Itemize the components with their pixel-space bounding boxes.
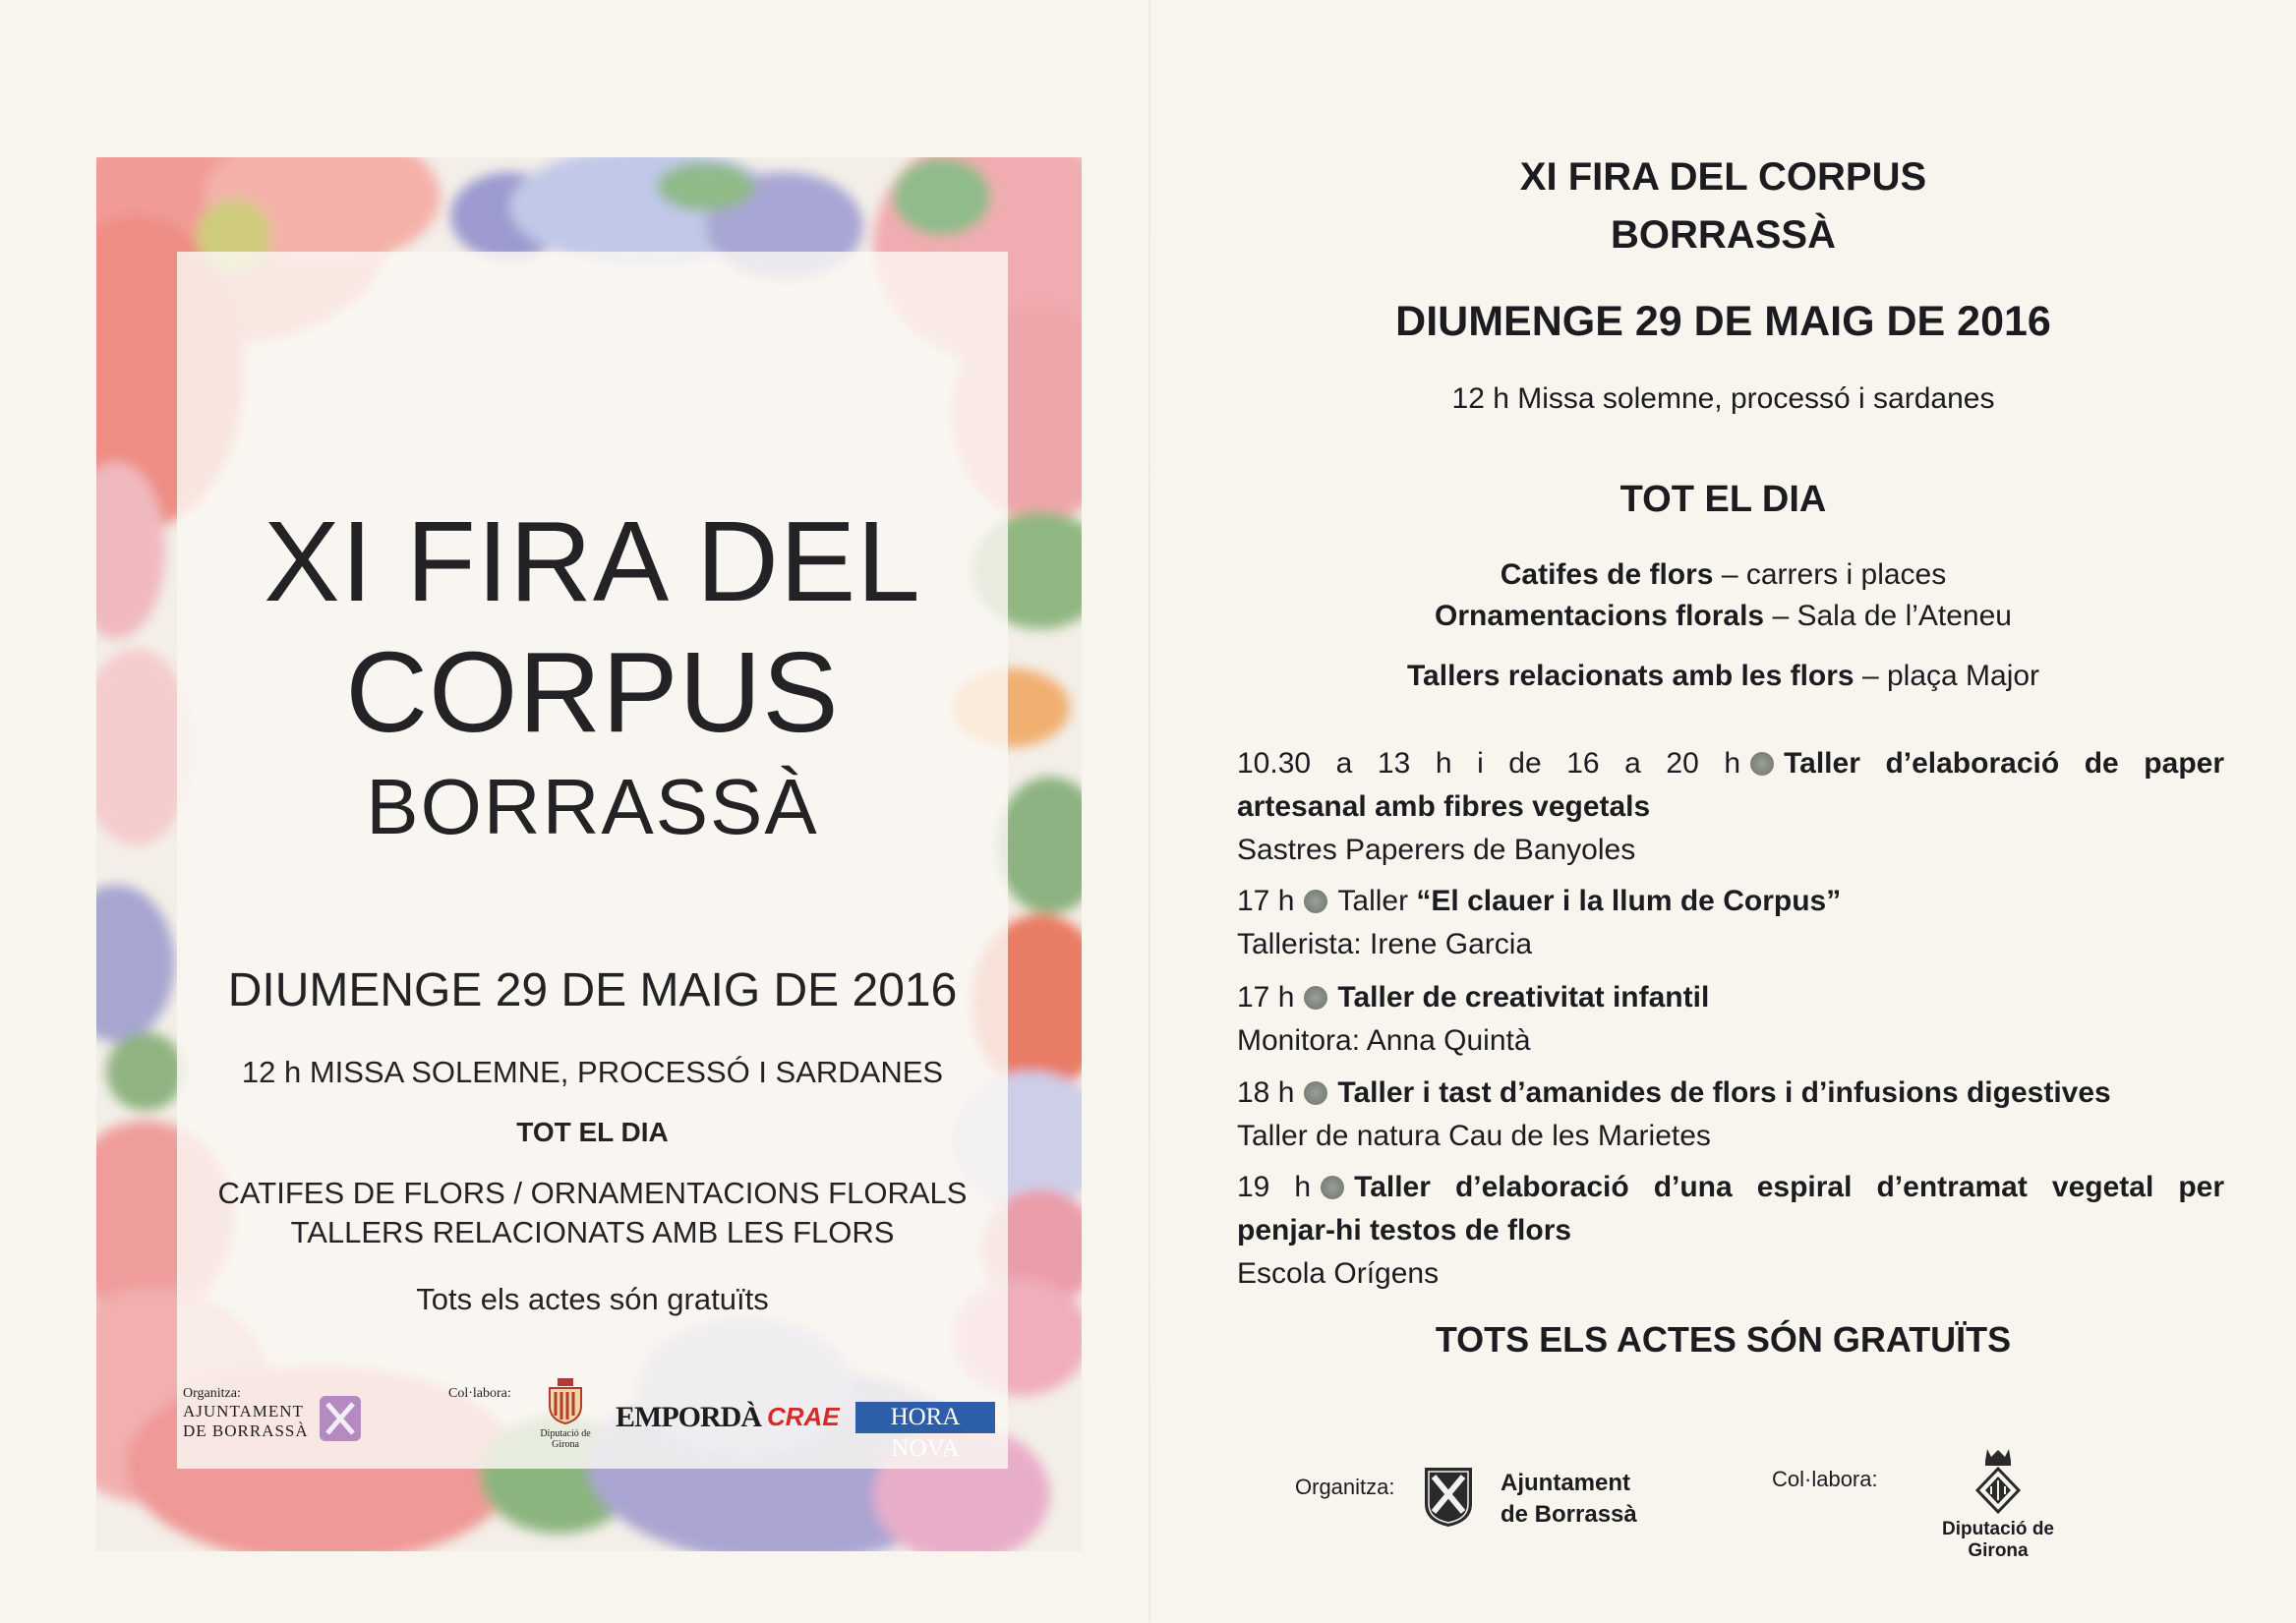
program-ornamentacions xyxy=(1150,600,2296,633)
bullet-icon xyxy=(1321,1176,1344,1199)
poster-title-line1: XI FIRA DEL xyxy=(264,497,921,625)
poster-title-line3: BORRASSÀ xyxy=(366,763,819,850)
poster-panel xyxy=(177,252,1008,1469)
event-line xyxy=(1237,1072,2224,1115)
event-title: Taller de creativitat infantil xyxy=(1337,981,1710,1014)
event-line xyxy=(1237,976,2224,1019)
event-title: “El clauer i la llum de Corpus” xyxy=(1416,885,1842,917)
poster-organitza xyxy=(183,1386,309,1441)
event-title-cont: penjar-hi testos de flors xyxy=(1237,1214,1572,1246)
event-pre: Taller xyxy=(1337,885,1417,917)
event-line xyxy=(1237,1166,2224,1209)
bullet-icon xyxy=(1304,890,1327,913)
event-time: 18 h xyxy=(1237,1076,1295,1109)
event-item xyxy=(1237,742,2224,872)
poster-organitza-name2: DE BORRASSÀ xyxy=(183,1421,309,1440)
bullet-icon xyxy=(1304,1081,1327,1105)
program-ajuntament xyxy=(1501,1468,1637,1531)
event-title: Taller i tast d’amanides de flors i d’infusions digestives xyxy=(1337,1076,2111,1109)
program-catifes xyxy=(1150,558,2296,592)
poster-line-tot-el-dia: TOT EL DIA xyxy=(516,1117,669,1147)
program-date: DIUMENGE 29 DE MAIG DE 2016 xyxy=(1395,298,2051,345)
program-organitza-label: Organitza: xyxy=(1295,1475,1395,1499)
event-detail: Sastres Paperers de Banyoles xyxy=(1237,834,1636,866)
event-detail: Tallerista: Irene Garcia xyxy=(1237,928,1533,960)
tallers-bold: Tallers relacionats amb les flors xyxy=(1406,660,1854,692)
event-line xyxy=(1237,880,2224,923)
tallers-rest: – plaça Major xyxy=(1854,660,2040,692)
program-gratuits: TOTS ELS ACTES SÓN GRATUÏTS xyxy=(1435,1319,2012,1360)
diputacio-crown-shield-icon xyxy=(1973,1447,2023,1516)
program-diputacio: Diputació de Girona xyxy=(1941,1519,2054,1561)
borrassa-logo-icon xyxy=(318,1394,363,1445)
event-detail: Taller de natura Cau de les Marietes xyxy=(1237,1120,1711,1152)
program-missa: 12 h Missa solemne, processó i sardanes xyxy=(1451,382,1995,415)
poster-line-gratuits: Tots els actes són gratuïts xyxy=(416,1282,769,1316)
event-time: 17 h xyxy=(1237,981,1295,1014)
ornament-bold: Ornamentacions florals xyxy=(1435,600,1765,632)
ajuntament-line2: de Borrassà xyxy=(1501,1501,1637,1528)
event-detail: Escola Orígens xyxy=(1237,1257,1440,1290)
program-collabora-label: Col·labora: xyxy=(1772,1467,1878,1491)
poster-collabora-label: Col·labora: xyxy=(448,1386,511,1401)
event-title: Taller d’elaboració de paper xyxy=(1784,747,2224,780)
ajuntament-line1: Ajuntament xyxy=(1501,1470,1630,1496)
ornament-rest: – Sala de l’Ateneu xyxy=(1764,600,2012,632)
event-line xyxy=(1237,742,2224,785)
poster-organitza-name1: AJUNTAMENT xyxy=(183,1402,304,1420)
poster-title-line2: CORPUS xyxy=(345,628,840,756)
program-tot-el-dia: TOT EL DIA xyxy=(1619,479,1827,520)
event-title: Taller d’elaboració d’una espiral d’entramat vegetal per xyxy=(1354,1171,2225,1203)
sponsor-hora-nova: HORA NOVA xyxy=(855,1402,995,1433)
bullet-icon xyxy=(1750,752,1774,776)
borrassa-shield-icon xyxy=(1422,1465,1475,1530)
event-time: 19 h xyxy=(1237,1171,1312,1203)
event-item xyxy=(1237,1166,2224,1296)
event-item xyxy=(1237,880,2224,966)
sponsor-crae: CRAE xyxy=(767,1402,840,1431)
event-item xyxy=(1237,1072,2224,1158)
poster xyxy=(96,157,1082,1551)
event-title-cont: artesanal amb fibres vegetals xyxy=(1237,790,1651,823)
catifes-bold: Catifes de flors xyxy=(1500,558,1714,591)
sponsor-emporda: EMPORDÀ xyxy=(616,1401,761,1433)
program-tallers xyxy=(1150,660,2296,693)
program-title-line1: XI FIRA DEL CORPUS xyxy=(1519,155,1927,199)
poster-organitza-label: Organitza: xyxy=(183,1386,241,1401)
diputacio-shield-icon xyxy=(546,1378,585,1425)
event-time: 10.30 a 13 h i de 16 a 20 h xyxy=(1237,747,1741,780)
event-time: 17 h xyxy=(1237,885,1295,917)
poster-diputacio-label: Diputació de Girona xyxy=(540,1428,591,1450)
program-title-line2: BORRASSÀ xyxy=(1611,213,1836,257)
poster-diputacio xyxy=(531,1378,600,1450)
poster-line-catifes: CATIFES DE FLORS / ORNAMENTACIONS FLORALS xyxy=(217,1176,968,1210)
poster-line-missa: 12 h MISSA SOLEMNE, PROCESSÓ I SARDANES xyxy=(241,1055,944,1089)
poster-date: DIUMENGE 29 DE MAIG DE 2016 xyxy=(227,964,958,1016)
event-item xyxy=(1237,976,2224,1063)
bullet-icon xyxy=(1304,986,1327,1010)
event-detail: Monitora: Anna Quintà xyxy=(1237,1024,1531,1057)
catifes-rest: – carrers i places xyxy=(1713,558,1947,591)
poster-line-tallers: TALLERS RELACIONATS AMB LES FLORS xyxy=(290,1215,895,1249)
